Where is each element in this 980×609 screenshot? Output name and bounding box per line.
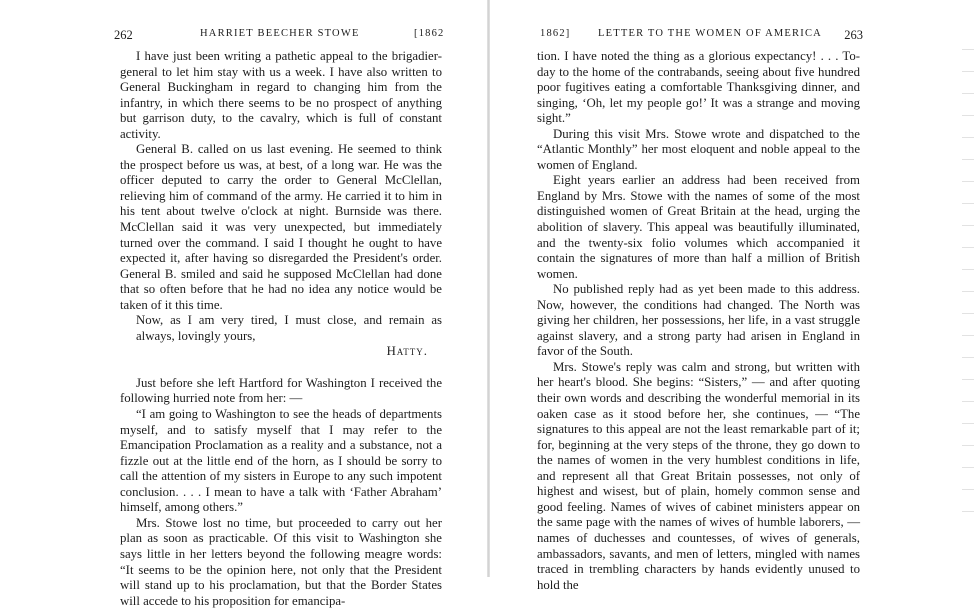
left-page bbox=[0, 0, 490, 608]
right-paragraph-2: During this visit Mrs. Stowe wrote and dispatched to the “Atlantic Monthly” her most eloquent and noble appeal to the women of England. bbox=[537, 126, 860, 172]
right-page-number: 263 bbox=[844, 28, 863, 42]
right-page bbox=[490, 0, 980, 592]
left-paragraph-6: Mrs. Stowe lost no time, but proceeded to carry out her plan as soon as practicable. Of this visit to Washington she says little in her letters beyond the following meagre words: “It seems to be the opinion here, not only that the President will stand up to his proclamation, but that the Border States will accede to his proposition for emancipa- bbox=[120, 515, 442, 608]
right-body-text bbox=[537, 49, 860, 593]
right-paragraph-1: tion. I have noted the thing as a glorious expectancy! . . . To-day to the home of the contrabands, seeing about five hundred poor fugitives eating a comfortable Thanksgiving dinner, and singing, ‘Oh, let my people go!’ It was a strange and moving sight.” bbox=[537, 49, 860, 126]
right-paragraph-3: Eight years earlier an address had been received from England by Mrs. Stowe with the names of some of the most distinguished women of Great Britain at the head, urging the abolition of slavery. This appeal was beautifully illuminated, and the twenty-six folio volumes which accompanied it contain the signatures of more than half a million of British women. bbox=[537, 173, 860, 281]
left-body-text bbox=[120, 49, 442, 609]
signature-line bbox=[120, 344, 442, 360]
right-paragraph-4: No published reply had as yet been made to this address. Now, however, the conditions had changed. The North was giving her children, her possessions, her life, in a vast struggle against slavery, and a strong party had arisen in England in favor of the South. bbox=[537, 282, 860, 359]
right-paragraph-5: Mrs. Stowe's reply was calm and strong, but written with her heart's blood. She begins: “Sisters,” — and after quoting their own words and describing the wonderful memorial in its oaken case as it stood before her, she continues, — “The signatures to this appeal are not the least remarkable part of it; for, beginning at the very steps of the throne, they go down to the names of women in the very humblest conditions in life, and represent all that Great Britain possesses, not only of highest and wisest, but of plain, homely common sense and good feeling. Names of wives of cabinet ministers appear on the same page with the names of wives of humble laborers, — names of duchesses and countesses, of wives of generals, ambassadors, savants, and men of letters, mingled with names traced in trembling characters by hands evidently unused to hold the bbox=[537, 359, 860, 592]
left-paragraph-1: I have just been writing a pathetic appeal to the brigadier-general to let him stay with us a week. I have also written to General Buckingham in regard to changing him from the infantry, in which there seems to be no prospect of anything but garrison duty, to the cavalry, which is full of constant activity. bbox=[120, 49, 442, 141]
left-paragraph-2: General B. called on us last evening. He seemed to think the prospect before us was, at best, of a long war. He was the officer deputed to carry the order to General McClellan, relieving him of command of the army. He carried it to him in his tent about twelve o'clock at night. Burnside was there. McClellan said it was very unexpected, but immediately turned over the command. I said I thought he ought to have expected it, after having so disregarded the President's order. General B. smiled and said he supposed McClellan had done that so often before that he had no idea any notice would be taken of it this time. bbox=[120, 142, 442, 312]
left-paragraph-3: Now, as I am very tired, I must close, and remain as always, lovingly yours, bbox=[136, 313, 442, 343]
left-year-tag: [1862 bbox=[414, 28, 445, 39]
right-running-title: LETTER TO THE WOMEN OF AMERICA bbox=[598, 28, 822, 39]
left-paragraph-4: Just before she left Hartford for Washington I received the following hurried note from her: — bbox=[120, 375, 442, 406]
right-year-tag: 1862] bbox=[540, 28, 571, 39]
left-closing-line bbox=[120, 313, 442, 344]
left-page-number: 262 bbox=[114, 28, 133, 42]
edge-bleed-through bbox=[962, 40, 974, 530]
signature: Hatty. bbox=[386, 344, 428, 359]
left-running-title: HARRIET BEECHER STOWE bbox=[200, 28, 360, 39]
left-paragraph-5: “I am going to Washington to see the heads of departments myself, and to satisfy myself that I may refer to the Emancipation Proclamation as a reality and a substance, not a fizzle out at the little end of the horn, as I should be sorry to call the attention of my sisters in Europe to any such impotent conclusion. . . . I mean to have a talk with ‘Father Abraham’ himself, among others.” bbox=[120, 407, 442, 515]
